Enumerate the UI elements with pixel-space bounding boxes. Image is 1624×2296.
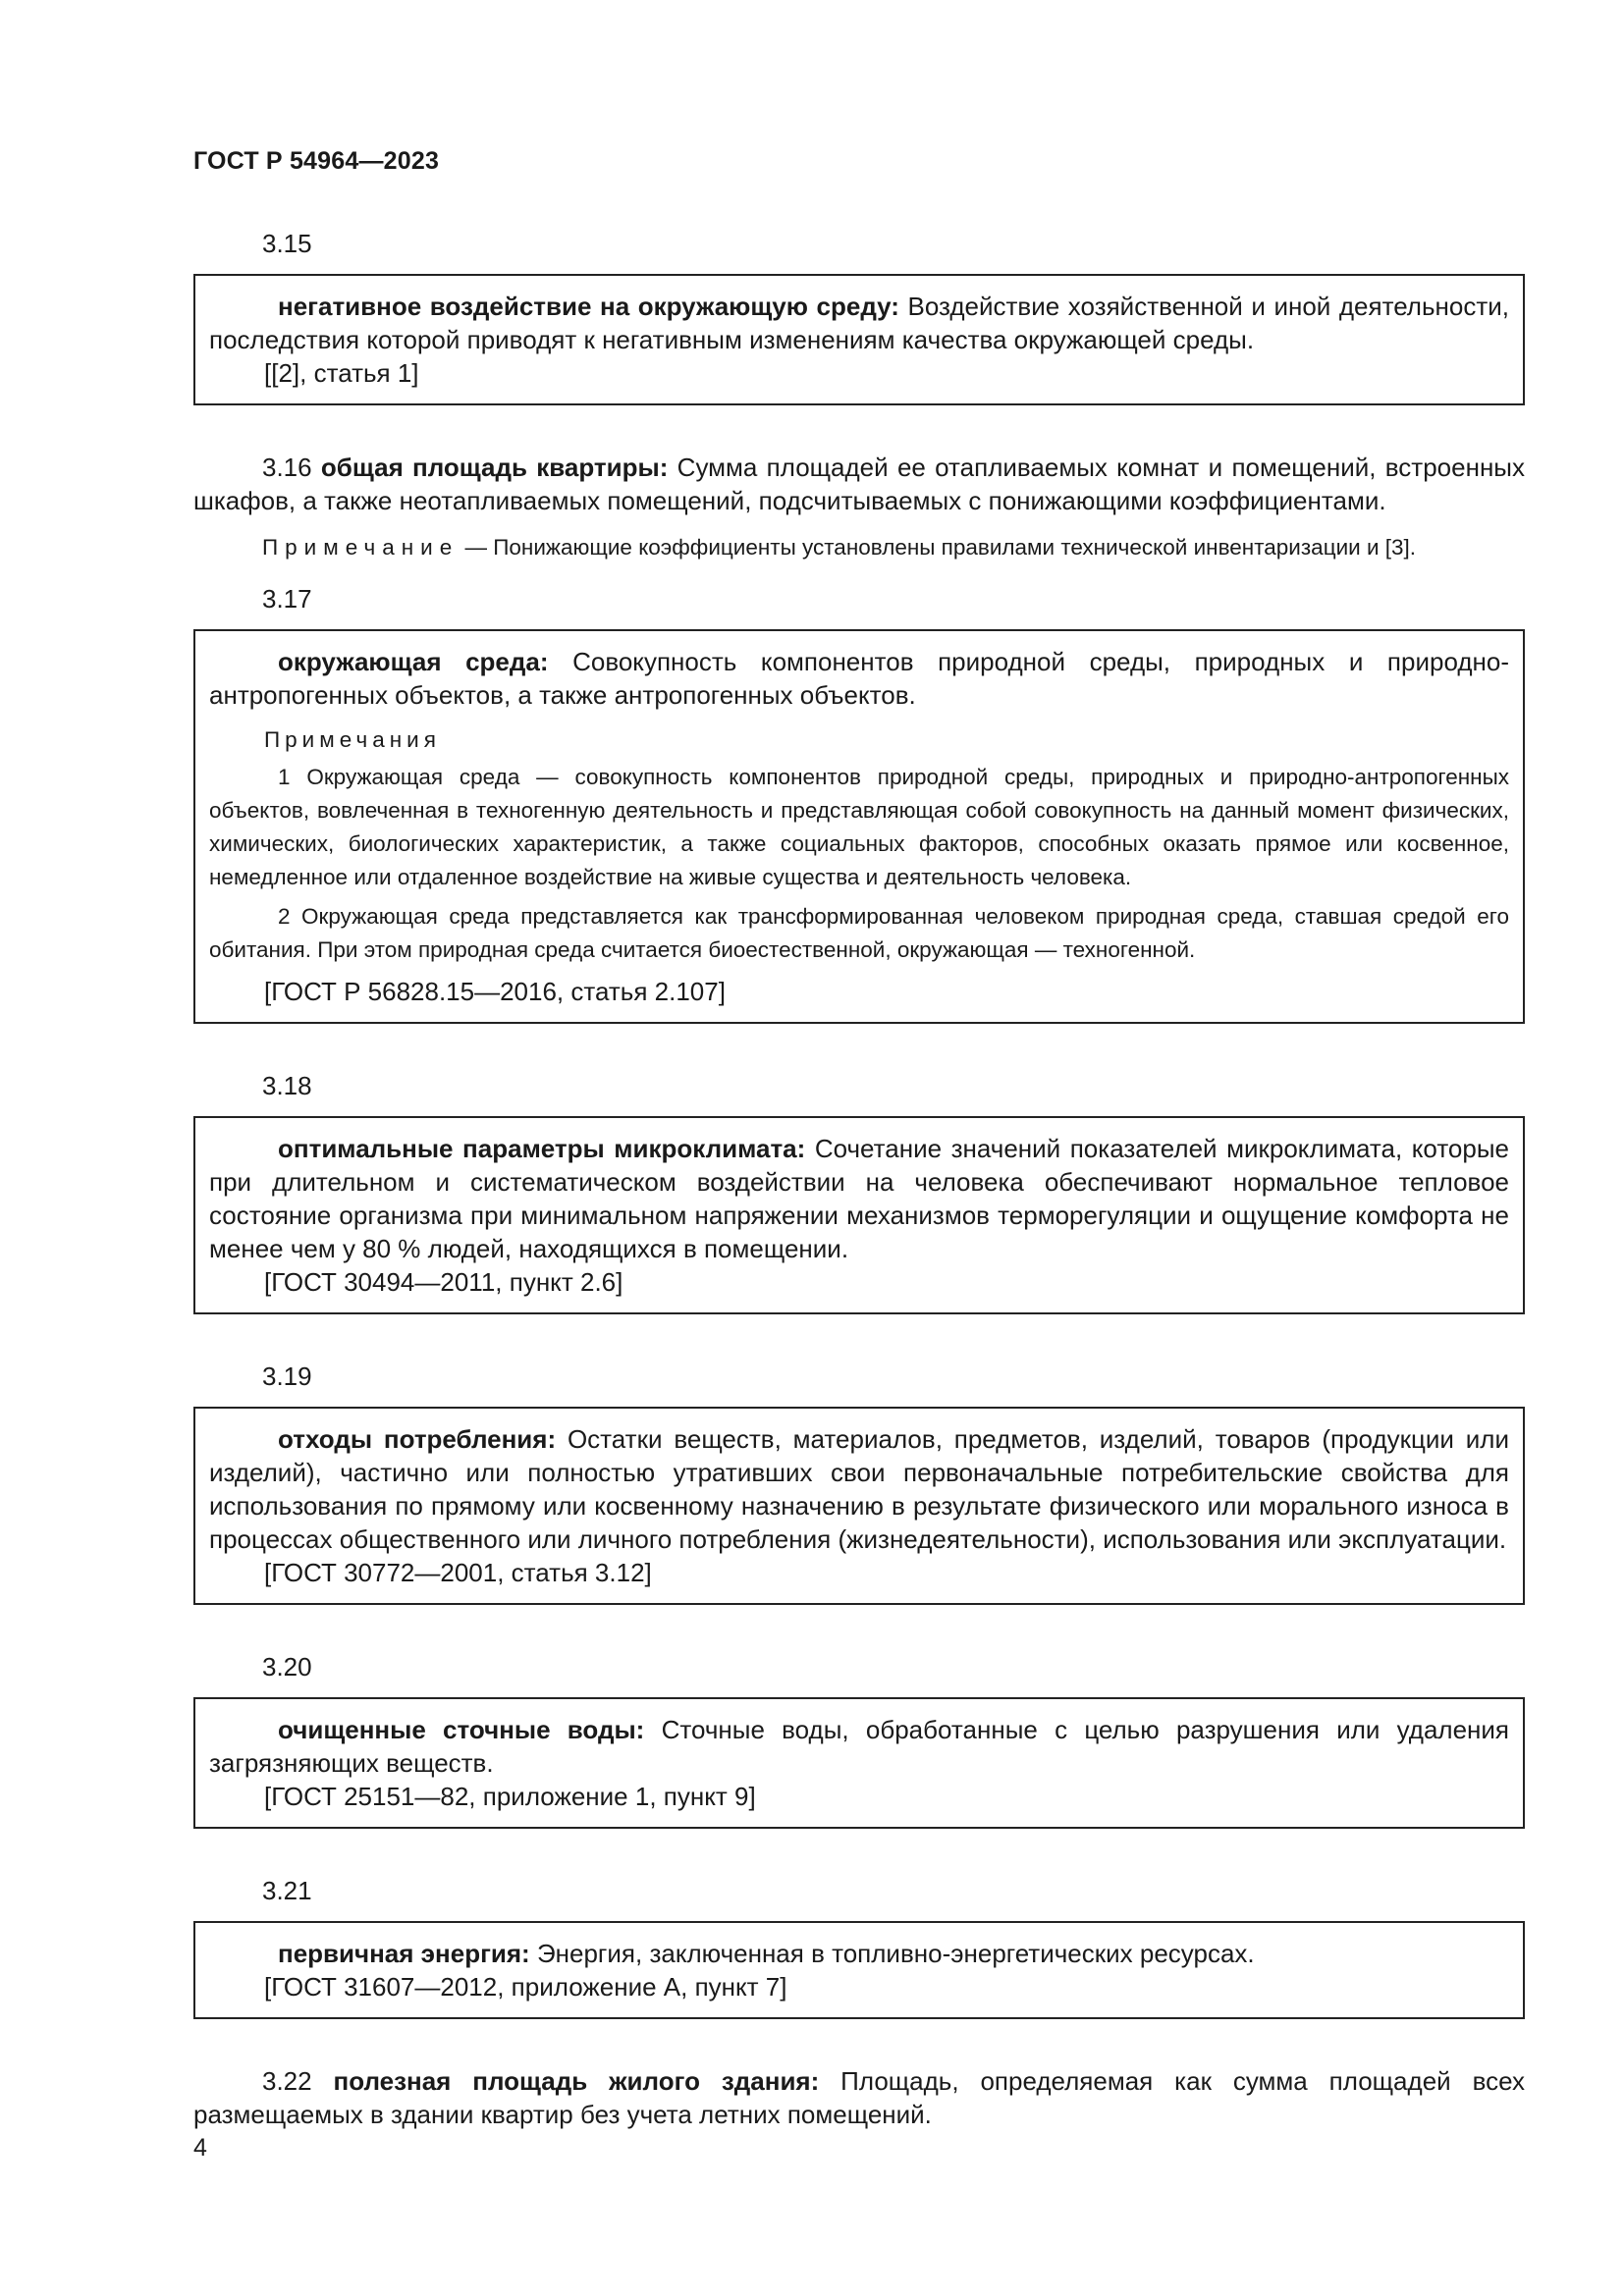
definition: Остатки веществ, материалов, предметов, изделий, товаров (продукции или изделий), частично или полностью утративших свои первоначальные потребительские свойства для использования по прямому или косвенному назначению в результате физического или морального износа в процессах общественного или личного потребления (жизнедеятельности), использования или эксплуатации. <box>209 1424 1509 1554</box>
definition-box-3-21 <box>193 1921 1525 2019</box>
note-text: — Понижающие коэффициенты установлены правилами технической инвентаризации и [3]. <box>459 535 1417 560</box>
definition-3-22 <box>193 2064 1525 2131</box>
definition-3-16 <box>193 451 1525 564</box>
definition: Воздействие хозяйственной и иной деятельности, последствия которой приводят к негативным изменениям качества окружающей среды. <box>209 292 1509 354</box>
definition-box-3-18 <box>193 1116 1525 1314</box>
definition-box-3-15 <box>193 274 1525 405</box>
term: первичная энергия: <box>278 1939 530 1968</box>
clause-number: 3.22 <box>262 2066 312 2096</box>
definition-text <box>209 1713 1509 1780</box>
term: общая площадь квартиры: <box>320 453 669 482</box>
definition-text <box>209 645 1509 712</box>
clause-number: 3.15 <box>262 229 312 258</box>
note-2: 2 Окружающая среда представляется как трансформированная человеком природная среда, ставшая средой его обитания. При этом природная среда считается биоестественной, окружающая — техногенной. <box>209 904 1509 962</box>
definition: Площадь, определяемая как сумма площадей всех размещаемых в здании квартир без учета летних помещений. <box>193 2066 1525 2129</box>
clause-number: 3.18 <box>262 1071 312 1100</box>
document-page <box>193 147 1525 2149</box>
definition-text <box>209 1132 1509 1265</box>
term: оптимальные параметры микроклимата: <box>278 1134 806 1163</box>
clause-number: 3.19 <box>262 1362 312 1391</box>
definition-text <box>209 1422 1509 1556</box>
notes-heading: Примечания <box>264 727 441 752</box>
definition: Сточные воды, обработанные с целью разрушения или удаления загрязняющих веществ. <box>209 1715 1509 1778</box>
definition: Сочетание значений показателей микроклимата, которые при длительном и систематическом воздействии на человека обеспечивают нормальное тепловое состояние организма при минимальном напряжении механизмов терморегуляции и ощущение комфорта не менее чем у 80 % людей, находящихся в помещении. <box>209 1134 1509 1263</box>
document-header: ГОСТ Р 54964—2023 <box>193 147 440 175</box>
source-reference: [ГОСТ 31607—2012, приложение А, пункт 7] <box>264 1972 787 2002</box>
definition-box-3-19 <box>193 1407 1525 1605</box>
source-reference: [[2], статья 1] <box>264 358 419 388</box>
definition: Сумма площадей ее отапливаемых комнат и помещений, встроенных шкафов, а также неотапливаемых помещений, подсчитываемых с понижающими коэффициентами. <box>193 453 1525 515</box>
clause-number: 3.20 <box>262 1652 312 1682</box>
source-reference: [ГОСТ 30772—2001, статья 3.12] <box>264 1558 652 1587</box>
source-reference: [ГОСТ 30494—2011, пункт 2.6] <box>264 1267 623 1297</box>
definition-text <box>193 2064 1525 2131</box>
definition: Совокупность компонентов природной среды, природных и природно-антропогенных объектов, а также антропогенных объектов. <box>209 647 1509 710</box>
source-reference: [ГОСТ 25151—82, приложение 1, пункт 9] <box>264 1782 756 1811</box>
clause-number: 3.21 <box>262 1876 312 1905</box>
definition: Энергия, заключенная в топливно-энергетических ресурсах. <box>529 1939 1255 1968</box>
term: отходы потребления: <box>278 1424 557 1454</box>
note-1: 1 Окружающая среда — совокупность компонентов природной среды, природных и природно-антропогенных объектов, вовлеченная в техногенную деятельность и представляющая собой совокупность на данный момент физических, химических, биологических характеристик, а также социальных факторов, способных оказать прямое или косвенное, немедленное или отдаленное воздействие на живые существа и деятельность человека. <box>209 765 1509 889</box>
definition-text <box>193 451 1525 517</box>
definition-box-3-20 <box>193 1697 1525 1829</box>
definition-text <box>209 290 1509 356</box>
definition-box-3-17 <box>193 629 1525 1024</box>
note <box>193 531 1525 564</box>
page-number: 4 <box>193 2134 207 2162</box>
term: полезная площадь жилого здания: <box>333 2066 820 2096</box>
clause-number: 3.17 <box>262 584 312 614</box>
definition-text <box>209 1937 1509 1970</box>
source-reference: [ГОСТ Р 56828.15—2016, статья 2.107] <box>264 977 726 1006</box>
term: очищенные сточные воды: <box>278 1715 645 1744</box>
note-label: Примечание <box>262 535 460 560</box>
term: окружающая среда: <box>278 647 549 676</box>
term: негативное воздействие на окружающую среду: <box>278 292 899 321</box>
clause-number: 3.16 <box>262 453 312 482</box>
